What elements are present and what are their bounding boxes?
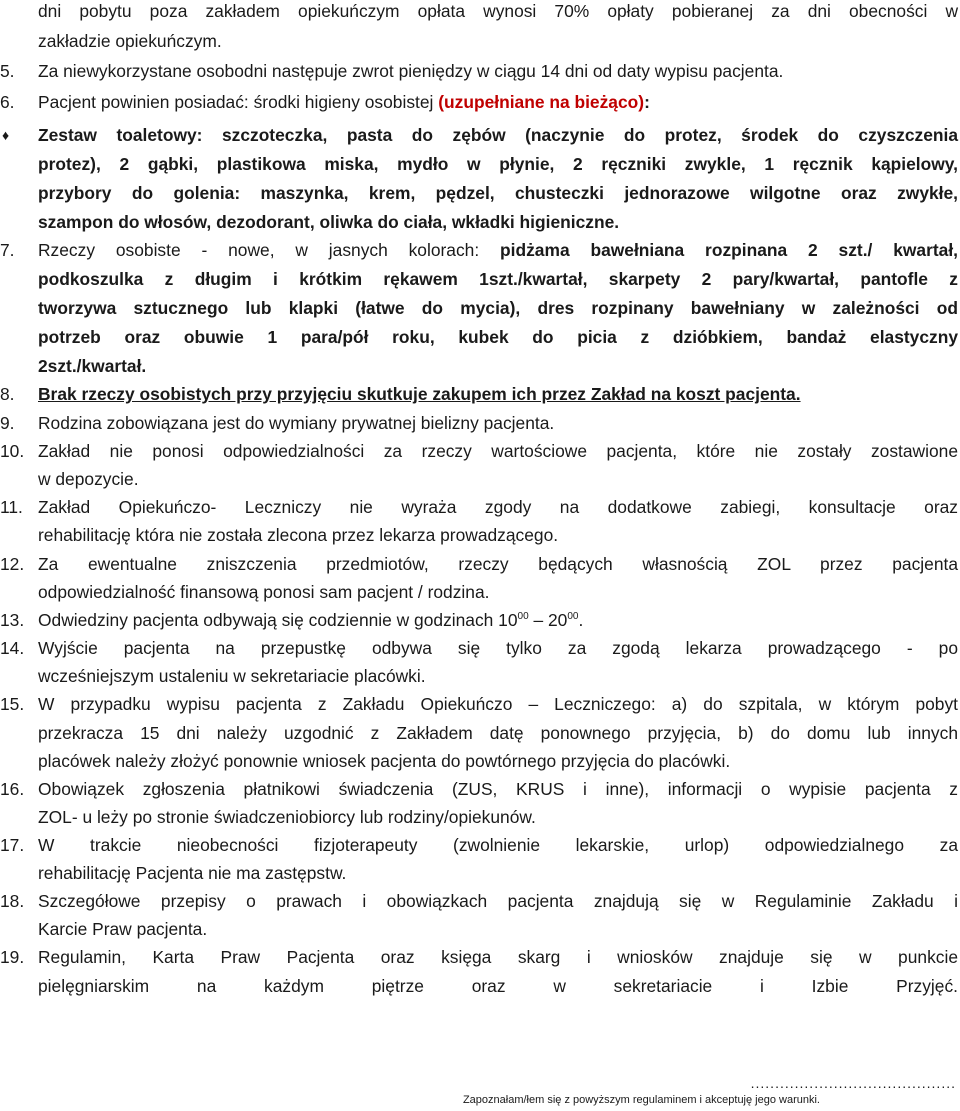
item-number: 15. — [0, 694, 25, 714]
text-line: zakładzie opiekuńczym. — [38, 31, 222, 51]
text-line: Wyjście pacjenta na przepustkę odbywa się tylko za zgodą lekarza prowadzącego - po — [38, 638, 958, 658]
text-span: Rzeczy osobiste - nowe, w jasnych kolorach: — [38, 240, 501, 260]
text-line: placówek należy złożyć ponownie wniosek pacjenta do powtórnego przyjęcia do placówki. — [38, 751, 731, 771]
text-line: Obowiązek zgłoszenia płatnikowi świadczenia (ZUS, KRUS i inne), informacji o wypisie pacjenta z — [38, 779, 958, 799]
text-line — [38, 239, 958, 261]
item-number: 12. — [0, 554, 25, 574]
item-number: 13. — [0, 610, 25, 630]
text-line: Zakład nie ponosi odpowiedzialności za rzeczy wartościowe pacjenta, które nie zostały zostawione — [38, 441, 958, 461]
text-line: protez), 2 gąbki, plastikowa miska, mydło w płynie, 2 ręczniki zwykle, 1 ręcznik kąpielowy, — [38, 154, 958, 174]
item-number: 8. — [0, 384, 15, 404]
text-line: dni pobytu poza zakładem opiekuńczym opłata wynosi 70% opłaty pobieranej za dni obecności w — [38, 1, 958, 21]
text-line: Regulamin, Karta Praw Pacjenta oraz księga skarg i wniosków znajduje się w punkcie — [38, 947, 958, 967]
superscript: 00 — [567, 611, 579, 622]
diamond-bullet-icon: ♦ — [2, 127, 10, 143]
acceptance-note: Zapoznałam/łem się z powyższym regulaminem i akceptuję jego warunki. — [462, 1094, 820, 1106]
item-number: 19. — [0, 947, 25, 967]
text-line: pielęgniarskim na każdym piętrze oraz w sekretariacie i Izbie Przyjęć. — [38, 976, 958, 996]
item-number: 5. — [0, 61, 15, 81]
text-line: rehabilitację Pacjenta nie ma zastępstw. — [38, 863, 347, 883]
superscript: 00 — [517, 611, 529, 622]
text-line: w depozycie. — [38, 469, 139, 489]
underlined-text: Brak rzeczy osobistych przy przyjęciu skutkuje zakupem ich przez Zakład na koszt pacjenta. — [38, 384, 801, 404]
text-line: W trakcie nieobecności fizjoterapeuty (zwolnienie lekarskie, urlop) odpowiedzialnego za — [38, 835, 958, 855]
item-number: 16. — [0, 779, 25, 799]
item-number: 7. — [0, 240, 15, 260]
text-line: podkoszulka z długim i krótkim rękawem 1szt./kwartał, skarpety 2 pary/kwartał, pantofle z — [38, 269, 958, 289]
item-number: 18. — [0, 891, 25, 911]
text-line: Szczegółowe przepisy o prawach i obowiązkach pacjenta znajdują się w Regulaminie Zakładu i — [38, 891, 958, 911]
text-span: Odwiedziny pacjenta odbywają się codziennie w godzinach 10 — [38, 610, 518, 630]
text-span: – 20 — [528, 610, 568, 630]
text-line: potrzeb oraz obuwie 1 para/pół roku, kubek do picia z dzióbkiem, bandaż elastyczny — [38, 327, 958, 347]
text-span: Pacjent powinien posiadać: środki higieny osobistej — [38, 92, 439, 112]
text-line — [38, 609, 958, 631]
item-number: 10. — [0, 441, 25, 461]
text-line: tworzywa sztucznego lub klapki (łatwe do mycia), dres rozpinany bawełniany w zależności od — [38, 298, 958, 318]
text-line: rehabilitację która nie została zlecona przez lekarza prowadzącego. — [38, 525, 559, 545]
text-span: : — [644, 92, 650, 112]
text-line: 2szt./kwartał. — [38, 356, 147, 376]
text-line: Zestaw toaletowy: szczoteczka, pasta do zębów (naczynie do protez, środek do czyszczenia — [38, 125, 958, 145]
text-line: przybory do golenia: maszynka, krem, pędzel, chusteczki jednorazowe wilgotne oraz zwykłe, — [38, 183, 958, 203]
text-line: W przypadku wypisu pacjenta z Zakładu Opiekuńczo – Leczniczego: a) do szpitala, w którym pobyt — [38, 694, 958, 714]
text-line: Zakład Opiekuńczo- Leczniczy nie wyraża zgody na dodatkowe zabiegi, konsultacje oraz — [38, 497, 958, 517]
text-line: wcześniejszym ustaleniu w sekretariacie placówki. — [38, 666, 426, 686]
text-line — [38, 91, 958, 113]
item-number: 9. — [0, 413, 15, 433]
item-number: 11. — [0, 497, 23, 517]
text-line: Za ewentualne zniszczenia przedmiotów, rzeczy będących własnością ZOL przez pacjenta — [38, 554, 958, 574]
text-line: szampon do włosów, dezodorant, oliwka do ciała, wkładki higieniczne. — [38, 212, 620, 232]
text-line: ZOL- u leży po stronie świadczeniobiorcy lub rodziny/opiekunów. — [38, 807, 536, 827]
text-line: Karcie Praw pacjenta. — [38, 919, 208, 939]
text-line: Za niewykorzystane osobodni następuje zwrot pieniędzy w ciągu 14 dni od daty wypisu pacjenta. — [38, 61, 784, 81]
text-line: przekracza 15 dni należy uzgodnić z Zakładem datę ponownego przyjęcia, b) do domu lub innych — [38, 723, 958, 743]
item-number: 6. — [0, 92, 15, 112]
text-line: Rodzina zobowiązana jest do wymiany prywatnej bielizny pacjenta. — [38, 413, 555, 433]
item-number: 17. — [0, 835, 25, 855]
text-span: . — [578, 610, 584, 630]
item-number: 14. — [0, 638, 25, 658]
text-line — [38, 383, 958, 405]
highlight-text: (uzupełniane na bieżąco) — [438, 92, 645, 112]
text-span: pidżama bawełniana rozpinana 2 szt./ kwartał, — [500, 240, 958, 260]
text-line: odpowiedzialność finansową ponosi sam pacjent / rodzina. — [38, 582, 490, 602]
signature-line: .......................................... — [750, 1075, 956, 1091]
